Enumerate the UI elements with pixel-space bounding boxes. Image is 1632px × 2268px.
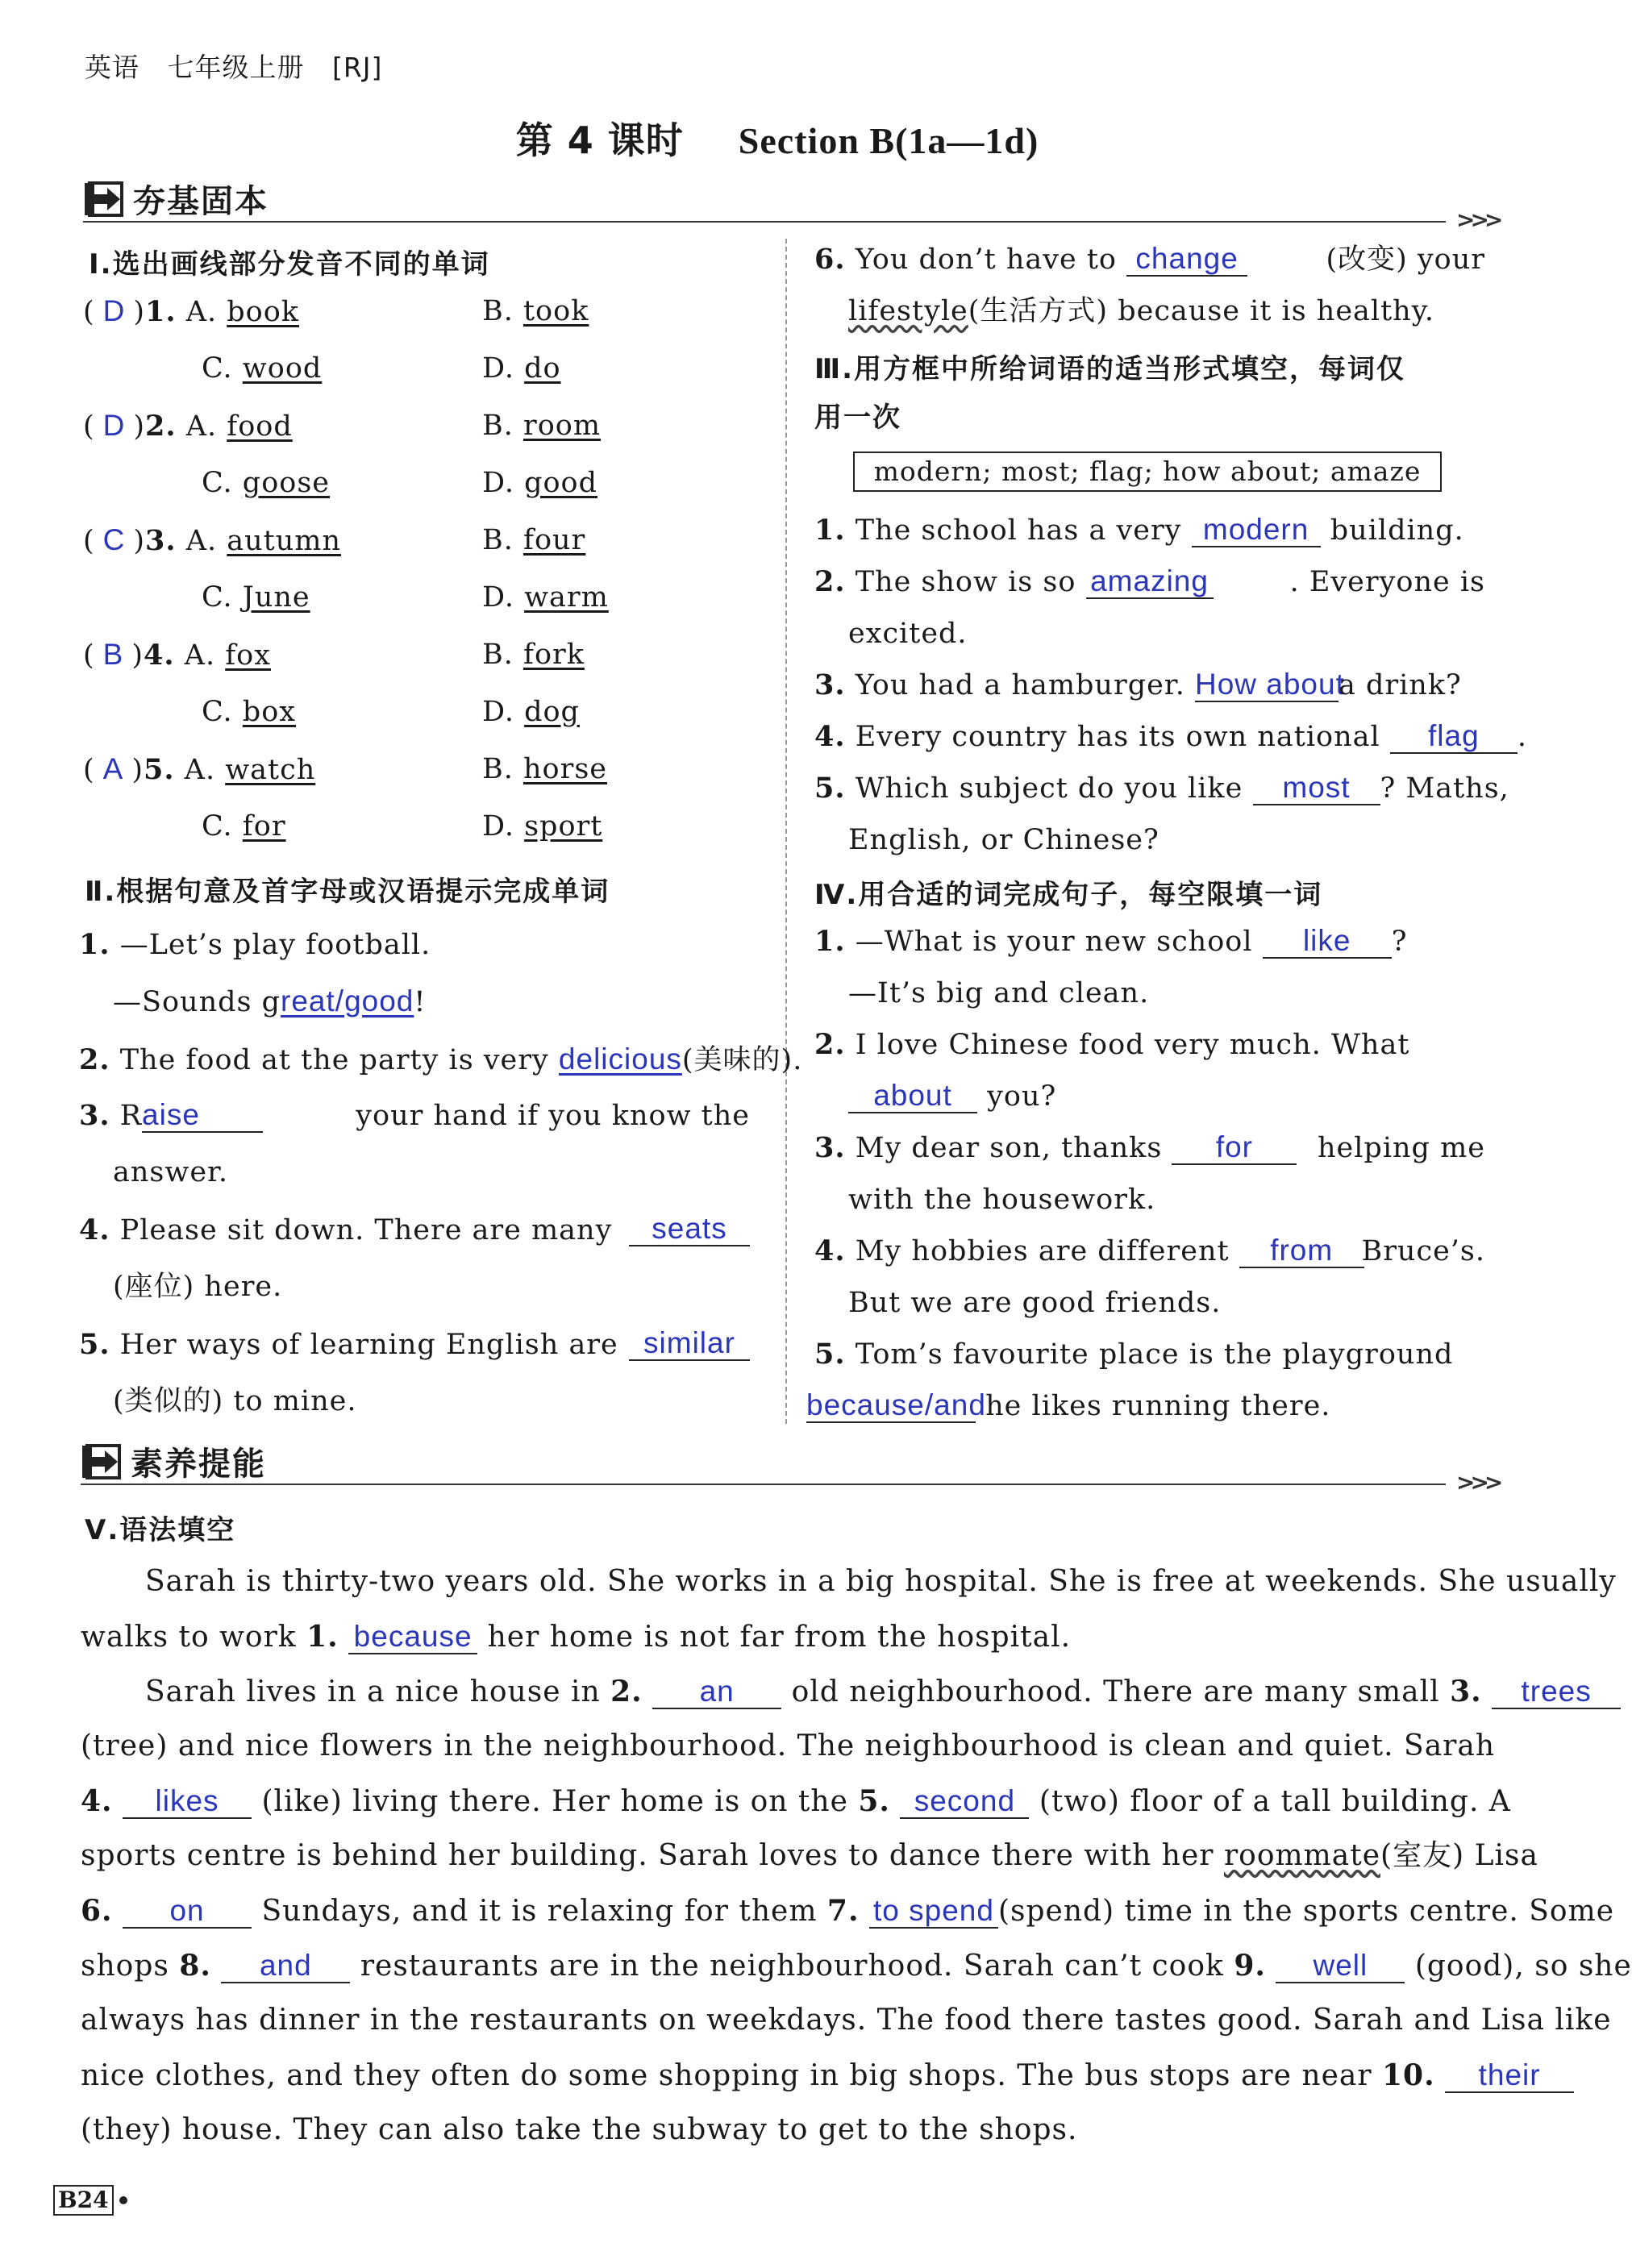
chevrons-icon: >>> (1456, 1469, 1499, 1496)
section-basic-head (83, 176, 269, 222)
word-box: modern; most; flag; how about; amaze (853, 452, 1442, 492)
passage-line: walks to work 1. because her home is not far from the hospital. (81, 1620, 1072, 1654)
part2-q5-line2: (类似的) to mine. (113, 1385, 357, 1417)
part2-q6-line1: 6. You don’t have to change (改变) your (814, 242, 1485, 276)
page-title: 第 4 课时 Section B(1a—1d) (515, 119, 1039, 162)
part2-q4-line2: (座位) here. (113, 1271, 283, 1303)
part2-q1-line1: 1. —Let’s play football. (79, 928, 431, 961)
arrow-box-icon (83, 178, 125, 220)
passage-line: 4. likes (like) living there. Her home is on the 5. second (two) floor of a tall building. A (81, 1784, 1511, 1818)
section-advanced-title: 素养提能 (131, 1446, 266, 1483)
part3-q4: 4. Every country has its own national flag . (814, 719, 1527, 753)
part3-q5-line1: 5. Which subject do you like most ? Maths, (814, 771, 1509, 805)
part4-q1-line2: —It’s big and clean. (848, 977, 1150, 1009)
passage-line: sports centre is behind her building. Sarah loves to dance there with her roommate(室友) Lisa (81, 1839, 1538, 1872)
part3-heading-cont: 用一次 (814, 402, 901, 434)
part2-heading: Ⅱ.根据句意及首字母或汉语提示完成单词 (85, 876, 610, 908)
part4-q2-line1: 2. I love Chinese food very much. What (814, 1028, 1410, 1061)
chevrons-icon: >>> (1456, 206, 1499, 233)
dot (119, 2196, 127, 2204)
part4-q1-line1: 1. —What is your new school like ? (814, 924, 1408, 958)
page-number: B24 (53, 2185, 114, 2216)
passage-line: shops 8. and restaurants are in the neighbourhood. Sarah can’t cook 9. well (good), so she (81, 1949, 1632, 1983)
part4-q5-line1: 5. Tom’s favourite place is the playground (814, 1338, 1454, 1371)
header-subject: 英语 七年级上册 [RJ] (85, 52, 383, 83)
passage-line: always has dinner in the restaurants on weekdays. The food there tastes good. Sarah and Lisa like (81, 2004, 1612, 2037)
part4-q4-line2: But we are good friends. (848, 1287, 1222, 1319)
arrow-box-icon (81, 1441, 123, 1483)
part4-q2-line2: about you? (848, 1079, 1056, 1114)
part2-q4-line1: 4. Please sit down. There are many seats (79, 1213, 750, 1248)
passage-line: 6. on Sundays, and it is relaxing for them 7. to spend (spend) time in the sports centre. Some (81, 1894, 1615, 1928)
passage-line: (tree) and nice flowers in the neighbourhood. The neighbourhood is clean and quiet. Sarah (81, 1729, 1496, 1762)
part4-heading: Ⅳ.用合适的词完成句子，每空限填一词 (814, 879, 1323, 911)
section-advanced-head (81, 1438, 266, 1484)
part3-q1: 1. The school has a very modern building. (814, 513, 1464, 547)
part3-heading: Ⅲ.用方框中所给词语的适当形式填空，每词仅 (814, 353, 1406, 385)
section-basic-title: 夯基固本 (133, 183, 269, 220)
part4-q3-line1: 3. My dear son, thanks for helping me (814, 1130, 1485, 1164)
part3-q2-line2: excited. (848, 618, 968, 650)
part2-q2: 2. The food at the party is very delicious(美味的). (79, 1042, 803, 1076)
passage-line: nice clothes, and they often do some shopping in big shops. The bus stops are near 10. their (81, 2058, 1574, 2094)
part4-q4-line1: 4. My hobbies are different from Bruce’s. (814, 1234, 1485, 1267)
part4-q5-line2: because/and he likes running there. (806, 1388, 1331, 1422)
column-divider (785, 239, 787, 1424)
divider (83, 221, 1446, 223)
part2-q3-line1: 3. Raise your hand if you know the (79, 1098, 750, 1132)
part2-q6-line2: lifestyle(生活方式) because it is healthy. (848, 295, 1434, 327)
passage-line: Sarah lives in a nice house in 2. an old neighbourhood. There are many small 3. trees (145, 1674, 1621, 1710)
part4-q3-line2: with the housework. (848, 1184, 1156, 1216)
part1-heading: Ⅰ.选出画线部分发音不同的单词 (89, 248, 490, 281)
part3-q5-line2: English, or Chinese? (848, 824, 1159, 856)
part3-q2-line1: 2. The show is so amazing . Everyone is (814, 564, 1485, 598)
passage-line: Sarah is thirty-two years old. She works in a big hospital. She is free at weekends. She usually (145, 1565, 1617, 1598)
part2-q5-line1: 5. Her ways of learning English are similar (79, 1327, 750, 1363)
part5-heading: Ⅴ.语法填空 (85, 1514, 236, 1546)
part2-q1-line2: —Sounds great/good! (113, 984, 427, 1018)
part2-q3-line2: answer. (113, 1156, 229, 1188)
passage-line: (they) house. They can also take the subway to get to the shops. (81, 2113, 1078, 2146)
divider (81, 1484, 1446, 1485)
part3-q3: 3. You had a hamburger. How abouta drink? (814, 668, 1462, 701)
